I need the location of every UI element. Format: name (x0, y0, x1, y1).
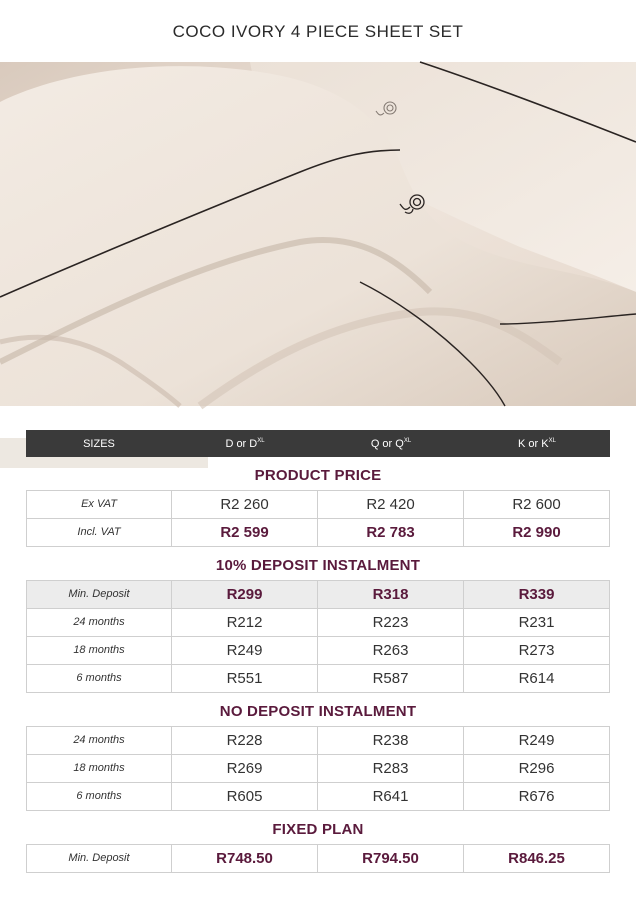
section-title-no-deposit: NO DEPOSIT INSTALMENT (219, 703, 417, 720)
table-row (26, 581, 610, 609)
price-cell: R676 (464, 783, 610, 810)
price-cell: R339 (464, 581, 610, 608)
price-cell: R2 260 (172, 491, 318, 518)
price-cell: R263 (318, 637, 464, 664)
section-title-deposit: 10% DEPOSIT INSTALMENT (215, 557, 421, 574)
price-cell: R228 (172, 727, 318, 754)
row-label: 18 months (26, 755, 172, 782)
table-row (26, 783, 610, 811)
price-cell: R299 (172, 581, 318, 608)
price-cell: R2 420 (318, 491, 464, 518)
table-row (26, 519, 610, 547)
price-cell: R212 (172, 609, 318, 636)
price-cell: R794.50 (318, 845, 464, 872)
price-cell: R605 (172, 783, 318, 810)
row-label: Min. Deposit (26, 581, 172, 608)
price-cell: R223 (318, 609, 464, 636)
price-cell: R2 599 (172, 519, 318, 546)
price-cell: R249 (464, 727, 610, 754)
pricing-table (26, 430, 610, 873)
price-cell: R551 (172, 665, 318, 692)
row-label: 18 months (26, 637, 172, 664)
header-size-d: D or $D^{XL}$ (225, 437, 265, 450)
header-sizes: SIZES (83, 437, 115, 450)
table-row (26, 845, 610, 873)
price-cell: R231 (464, 609, 610, 636)
price-cell: R318 (318, 581, 464, 608)
price-cell: R273 (464, 637, 610, 664)
price-cell: R238 (318, 727, 464, 754)
table-row (26, 491, 610, 519)
table-header (26, 430, 610, 457)
ivory-sheet-illustration (0, 62, 636, 406)
row-label: 24 months (26, 609, 172, 636)
product-photo (0, 62, 636, 406)
table-row (26, 727, 610, 755)
price-cell: R2 600 (464, 491, 610, 518)
section-title-product-price: PRODUCT PRICE (254, 467, 382, 484)
price-cell: R283 (318, 755, 464, 782)
row-label: Ex VAT (26, 491, 172, 518)
price-cell: R641 (318, 783, 464, 810)
page-title: COCO IVORY 4 PIECE SHEET SET (172, 22, 464, 41)
section-title-fixed-plan: FIXED PLAN (272, 821, 364, 838)
table-row (26, 665, 610, 693)
row-label: 6 months (26, 783, 172, 810)
price-cell: R587 (318, 665, 464, 692)
price-cell: R2 783 (318, 519, 464, 546)
table-row (26, 609, 610, 637)
product-price-grid (26, 490, 610, 547)
price-cell: R748.50 (172, 845, 318, 872)
fixed-plan-grid (26, 844, 610, 873)
header-size-k: K or $K^{XL}$ (518, 437, 556, 450)
price-cell: R614 (464, 665, 610, 692)
row-label: Min. Deposit (26, 845, 172, 872)
table-row (26, 637, 610, 665)
row-label: 24 months (26, 727, 172, 754)
price-cell: R296 (464, 755, 610, 782)
row-label: Incl. VAT (26, 519, 172, 546)
price-cell: R269 (172, 755, 318, 782)
table-row (26, 755, 610, 783)
price-cell: R249 (172, 637, 318, 664)
price-cell: R846.25 (464, 845, 610, 872)
row-label: 6 months (26, 665, 172, 692)
no-deposit-grid (26, 726, 610, 811)
price-cell: R2 990 (464, 519, 610, 546)
header-size-q: Q or $Q^{XL}$ (370, 437, 412, 450)
deposit-grid (26, 580, 610, 693)
